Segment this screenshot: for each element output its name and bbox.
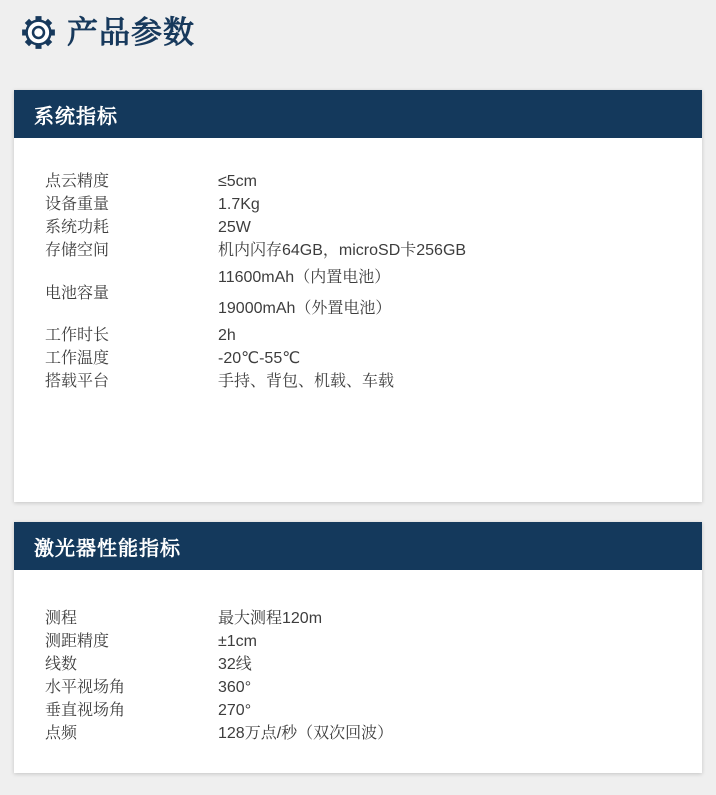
spec-row (45, 170, 682, 193)
spec-value: 360° (218, 679, 252, 696)
spec-values (218, 239, 682, 262)
spec-values (218, 347, 682, 370)
spec-values (218, 216, 682, 239)
spec-card-title: 激光器性能指标 (34, 537, 181, 560)
spec-card-body (14, 138, 702, 502)
page-title: 产品参数 (67, 15, 195, 50)
spec-value: ±1cm (218, 633, 258, 650)
spec-values (218, 262, 682, 324)
spec-label: 测程 (45, 610, 78, 627)
spec-values (218, 170, 682, 193)
spec-card (14, 522, 702, 773)
spec-row (45, 239, 682, 262)
spec-row (45, 216, 682, 239)
gear-icon (19, 13, 58, 52)
spec-row (45, 324, 682, 347)
spec-row (45, 347, 682, 370)
spec-row (45, 630, 682, 653)
spec-row (45, 607, 682, 630)
spec-values (218, 676, 682, 699)
spec-value: 11600mAh（内置电池） (218, 269, 391, 286)
spec-value: 2h (218, 327, 236, 344)
spec-values (218, 630, 682, 653)
spec-row (45, 699, 682, 722)
spec-label: 点频 (45, 725, 78, 742)
spec-value: 1.7Kg (218, 196, 260, 213)
spec-value: 最大测程120m (218, 610, 323, 627)
spec-label: 垂直视场角 (45, 702, 126, 719)
spec-row (45, 370, 682, 393)
spec-values (218, 699, 682, 722)
spec-values (218, 193, 682, 216)
spec-value: 19000mAh（外置电池） (218, 300, 392, 317)
spec-value: 25W (218, 219, 251, 236)
spec-values (218, 607, 682, 630)
spec-value: ≤5cm (218, 173, 258, 190)
spec-label: 测距精度 (45, 633, 110, 650)
spec-values (218, 324, 682, 347)
spec-value: 机内闪存64GB，microSD卡256GB (218, 242, 467, 259)
spec-label: 设备重量 (45, 196, 110, 213)
spec-value: 32线 (218, 656, 252, 673)
spec-value: 128万点/秒（双次回波） (218, 725, 394, 742)
spec-card-header (14, 522, 702, 570)
spec-card (14, 90, 702, 502)
spec-label: 搭载平台 (45, 373, 110, 390)
spec-values (218, 722, 682, 745)
spec-label: 水平视场角 (45, 679, 126, 696)
spec-value: -20℃-55℃ (218, 350, 301, 367)
spec-values (218, 370, 682, 393)
spec-card-header (14, 90, 702, 138)
spec-value: 270° (218, 702, 252, 719)
spec-row (45, 722, 682, 745)
spec-row (45, 262, 682, 324)
spec-label: 点云精度 (45, 173, 110, 190)
spec-label: 线数 (45, 656, 78, 673)
spec-label: 存储空间 (45, 242, 110, 259)
spec-row (45, 653, 682, 676)
spec-row (45, 193, 682, 216)
spec-label: 工作温度 (45, 350, 110, 367)
spec-card-body (14, 570, 702, 773)
spec-value: 手持、背包、机载、车载 (218, 373, 395, 390)
spec-label: 电池容量 (45, 284, 110, 302)
spec-values (218, 653, 682, 676)
spec-label: 工作时长 (45, 327, 110, 344)
cards (0, 90, 716, 773)
spec-card-title: 系统指标 (34, 105, 118, 128)
spec-label: 系统功耗 (45, 219, 110, 236)
spec-row (45, 676, 682, 699)
page-header (0, 0, 716, 90)
